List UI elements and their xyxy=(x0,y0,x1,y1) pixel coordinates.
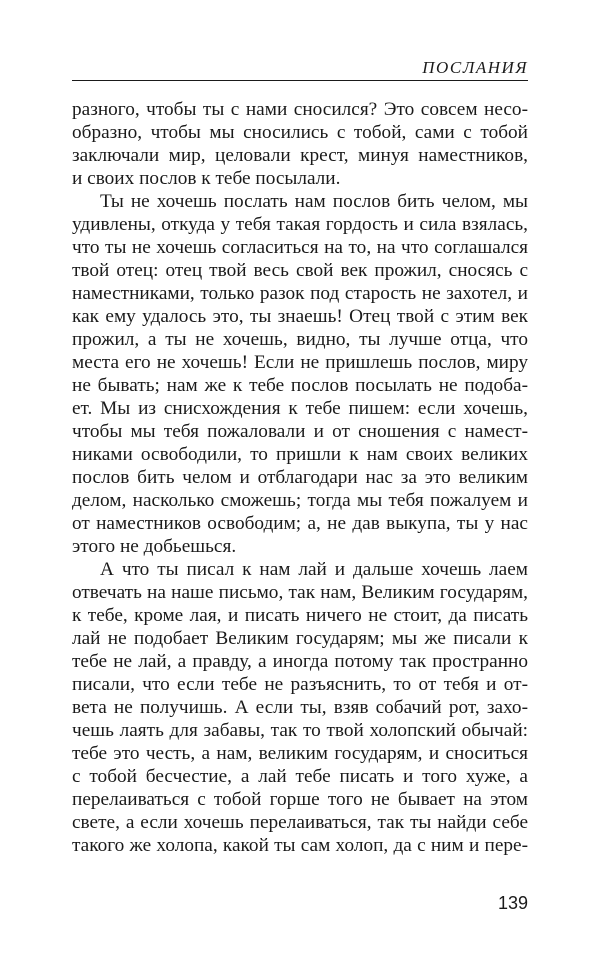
text-line: чтобы мы тебя пожаловали и от сношения с намест- xyxy=(72,421,528,442)
text-line: этого не добьешься. xyxy=(72,536,237,557)
text-line: разного, чтобы ты с нами сносился? Это совсем несо- xyxy=(72,99,528,120)
text-line: чешь лаять для забавы, так то твой холопский обычай: xyxy=(72,720,528,741)
text-line: как ему удалось это, ты знаешь! Отец твой с этим век xyxy=(72,306,528,327)
text-line: от наместников освободим; а, не дав выкупа, ты у нас xyxy=(72,513,528,534)
page-number: 139 xyxy=(497,893,528,913)
text-line: А что ты писал к нам лай и дальше хочешь лаем xyxy=(100,559,528,580)
text-line: перелаиваться с тобой горше того не бывает на этом xyxy=(72,789,528,810)
text-line: никами освободили, то пришли к нам своих великих xyxy=(72,444,528,465)
text-line: тебе это честь, а нам, великим государям, и сноситься xyxy=(72,743,528,764)
body-text xyxy=(72,98,528,857)
text-line: не бывать; нам же к тебе послов посылать не подоба- xyxy=(72,375,528,396)
text-line: делом, насколько сможешь; тогда мы тебя пожалуем и xyxy=(72,490,528,511)
text-line: что ты не хочешь согласиться на то, на что соглашался xyxy=(72,237,528,258)
text-line: такого же холопа, какой ты сам холоп, да с ним и пере- xyxy=(72,835,528,856)
text-line: ет. Мы из снисхождения к тебе пишем: если хочешь, xyxy=(72,398,528,419)
text-line: заключали мир, целовали крест, минуя наместников, xyxy=(72,145,528,166)
text-line: к тебе, кроме лая, и писать ничего не стоит, да писать xyxy=(72,605,528,626)
text-line: послов бить челом и отблагодари нас за это великим xyxy=(72,467,528,488)
text-line: места его не хочешь! Если не пришлешь послов, миру xyxy=(72,352,528,373)
text-line: твой отец: отец твой весь свой век прожил, сносясь с xyxy=(72,260,528,281)
text-line: удивлены, откуда у тебя такая гордость и сила взялась, xyxy=(72,214,528,235)
text-line: Ты не хочешь послать нам послов бить челом, мы xyxy=(100,191,528,212)
text-line: лай не подобает Великим государям; мы же писали к xyxy=(72,628,528,649)
text-line: писали, что если тебе не разъяснить, то от тебя и от- xyxy=(72,674,528,695)
text-line: отвечать на наше письмо, так нам, Великим государям, xyxy=(72,582,528,603)
text-line: образно, чтобы мы сносились с тобой, сами с тобой xyxy=(72,122,528,143)
text-line: с тобой бесчестие, а лай тебе писать и того хуже, а xyxy=(72,766,528,787)
text-line: прожил, а ты не хочешь, видно, ты лучше отца, что xyxy=(72,329,528,350)
text-line: свете, а если хочешь перелаиваться, так ты найди себе xyxy=(72,812,528,833)
running-header-title: ПОСЛАНИЯ xyxy=(422,58,528,77)
text-line: тебе не лай, а правду, а иногда потому так пространно xyxy=(72,651,528,672)
text-line: и своих послов к тебе посылали. xyxy=(72,168,341,189)
text-line: наместниками, только разок под старость не захотел, и xyxy=(72,283,528,304)
text-line: вета не получишь. А если ты, взяв собачий рот, захо- xyxy=(72,697,528,718)
header-rule xyxy=(72,80,528,81)
